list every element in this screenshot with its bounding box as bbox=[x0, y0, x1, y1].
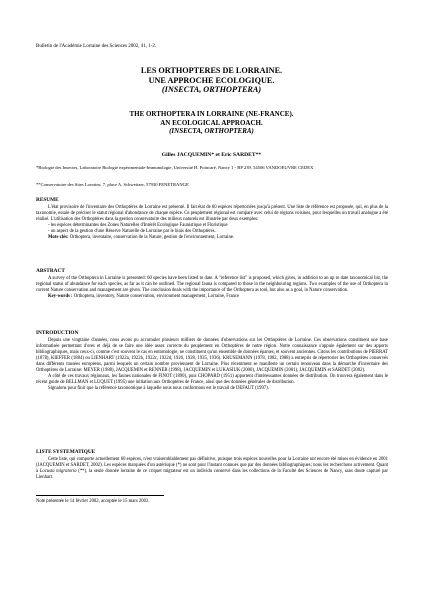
introduction-paragraph-3: Signalons pour finir que la référence taxonomique à laquelle nous nous conformons est le travail de DEFAUT (1997). bbox=[48, 386, 269, 392]
journal-header: Bulletin de l'Académie Lorraine des Sciences 2002, 41, 1-2. bbox=[36, 44, 157, 49]
liste-text-part-b: (**), la seule donnée lorraine de ce criquet migrateur est un individu conservé dans les collections de la Faculté des Sciences de Nancy, sans doute capturé par Lienhart. bbox=[36, 469, 388, 481]
resume-text bbox=[36, 205, 388, 241]
title-english-line2: AN ECOLOGICAL APPROACH. bbox=[160, 118, 263, 127]
liste-heading: LISTE SYSTEMATIQUE bbox=[36, 449, 96, 455]
resume-keywords-text: Orthoptera, inventaire, conservation de la Nature, gestion de l'environnement, Lorraine. bbox=[68, 235, 235, 241]
title-english-line3: (INSECTA, ORTHOPTERA) bbox=[169, 127, 254, 136]
title-french bbox=[20, 66, 403, 95]
abstract-keywords bbox=[36, 294, 388, 300]
abstract-text bbox=[36, 276, 388, 300]
footnote-divider bbox=[36, 495, 164, 496]
resume-item-2: - un aspect de la gestion d'une Réserve Naturelle de Lorraine par le biais des Orthoptères. bbox=[48, 229, 216, 235]
affiliation-2: **Conservatoire des Sites Lorrains, 7, place A. Schweitzer, 57930 FENETRANGE bbox=[36, 182, 189, 187]
abstract-keywords-label: Key-words : bbox=[48, 294, 73, 300]
abstract-paragraph: A survey of the Orthoptera in Lorraine is presented: 60 species have been listed to date. A "reference list" is proposed, which gives, in addition to an up to date taxonomical list, the regional status of abundance for each species, as far as it can be outlined. The regional fauna is compared to those in the neighbouring regions. Two examples of the use of Orthoptera in current Nature conservation and management are given. The conclusion deals with the importance of the Orthoptera as tool, but also as a goal, in Nature conservation. bbox=[36, 276, 388, 294]
introduction-paragraph-1: Depuis une vingtaine d'années, nous avons pu accumuler plusieurs milliers de données d'observations sur les Orthoptères de Lorraine. Ces observations constituent une base informatisée permettant d'ores et déjà de se faire une idée assez correcte du peuplement en Orthoptères de notre région. Notre connaissance s'appuie également sur des apports bibliographiques, mais ceux-ci, comme c'est souvent le cas en entomologie, ne constituent qu'un ensemble de données éparses, et souvent anciennes. Citons les contributions de PIERRAT (1878), KIEFFER (1884) ou LIENHART (1922a, 1922b, 1922c, 1922d, 1926, 1928, 1935, 1936). KRUSEMANN (1978, 1982, 1988) a entrepris de répertorier les Orthoptères conservés dans différents musées européens, parmi lesquels un certain nombre proviennent de Lorraine. Plus récemment se manifeste un certain renouveau dans la démarche d'inventaire des Orthoptères de Lorraine: MEYER (1988), JACQUEMIN et RENNER (1998), JACQUEMIN et LUKASIUK (2000), JACQUEMIN (2001), JACQUEMIN et SARDET (2002). bbox=[36, 338, 388, 374]
introduction-paragraph-2: A côté de ces travaux régionaux, les faunes nationales de FINOT (1890), puis CHOPARD (1951) apportent d'intéressantes données de distribution. On trouvera également dans le récent guide de BELLMAN et LUQUET (1995) une initiation aux Orthoptères de France, ainsi que des données générales de distribution. bbox=[36, 374, 388, 386]
liste-paragraph bbox=[36, 457, 388, 481]
abstract-heading: ABSTRACT bbox=[36, 268, 65, 274]
resume-keywords bbox=[36, 235, 388, 241]
resume-keywords-label: Mots-clés: bbox=[48, 235, 69, 241]
authors: Gilles JACQUEMIN* et Eric SARDET** bbox=[161, 152, 262, 158]
abstract-keywords-text: Orthoptera, inventory, Nature conservation, environment management, Lorraine, France bbox=[72, 294, 240, 300]
liste-text-part-a: Cette liste, qui comporte actuellement 60 espèces, n'est vraisemblablement pas définitive, puisque trois espèces nouvelles pour la Lorraine ont encore été mises en évidence en 2001 (JACQUEMIN et SARDET, 2002). Les espèces marquées d'un astérisque (*) ne sont pour l'instant connues que par des données bibliographiques; nous les recherchons activement. Quant à bbox=[36, 457, 388, 475]
title-english bbox=[20, 110, 403, 136]
footnote: Note présentée le 14 février 2002, acceptée le 15 mars 2002. bbox=[36, 499, 150, 504]
resume-heading: RESUME bbox=[36, 197, 59, 203]
resume-paragraph: L'état provisoire de l'inventaire des Orthoptères de Lorraine est présenté. Il fait état de 60 espèces répertoriées jusqu'à présent. Une liste de référence est proposée, qui, en plus de la taxonomie, essaie de préciser le statut régional d'abondance de chaque espèce. Ce peuplement régional est comparé avec celui de régions voisines, pour lesquelles un travail analogue a été réalisé. L'utilisation des Orthoptères dans la gestion conservatoire des milieux naturels est illustrée par deux exemples: bbox=[36, 205, 388, 223]
species-name-locusta: Locusta migratoria bbox=[39, 469, 77, 475]
title-english-line1: THE ORTHOPTERA IN LORRAINE (NE-FRANCE). bbox=[129, 110, 294, 118]
liste-text bbox=[36, 457, 388, 481]
title-french-line1: LES ORTHOPTERES DE LORRAINE. bbox=[140, 66, 283, 75]
introduction-heading: INTRODUCTION bbox=[36, 330, 79, 336]
resume-item-1: - les espèces déterminantes des Zones Naturelles d'Intérêt Ecologique Faunistique et Floristique bbox=[48, 223, 228, 229]
title-french-line2: UNE APPROCHE ECOLOGIQUE. bbox=[148, 75, 275, 85]
title-french-line3: (INSECTA, ORTHOPTERA) bbox=[161, 85, 262, 95]
introduction-text bbox=[36, 338, 388, 392]
affiliation-1: *Biologie des Insectes, Laboratoire Biologie expérimentale-Immunologie, Université H. Poincaré, Nancy 1 - BP 239. 54506 VANDOEUVRE CEDEX bbox=[36, 165, 314, 170]
